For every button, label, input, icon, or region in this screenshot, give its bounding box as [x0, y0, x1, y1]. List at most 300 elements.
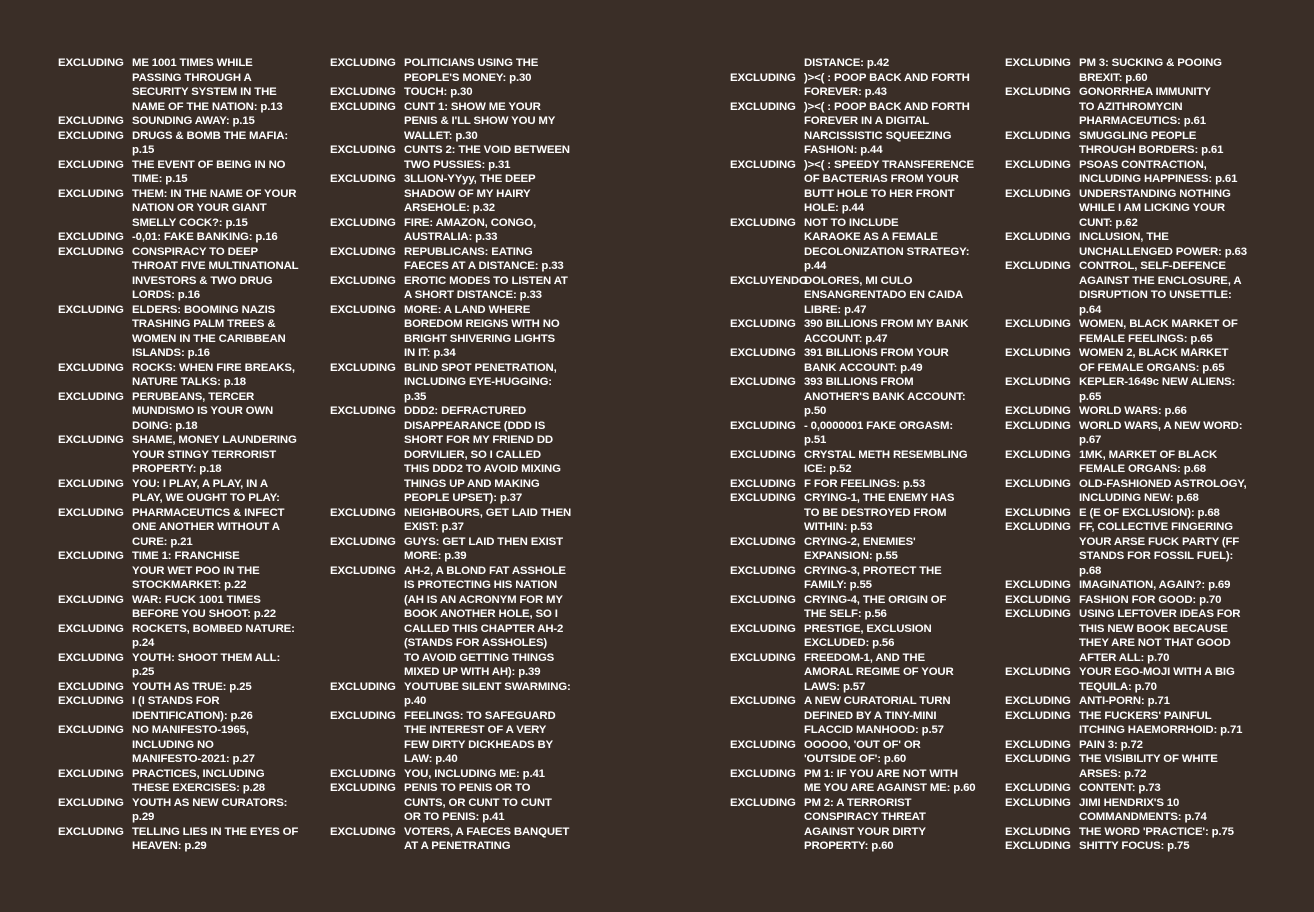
- toc-entry-prefix: EXCLUDING: [58, 825, 124, 838]
- toc-entry-prefix: EXCLUDING: [330, 506, 396, 519]
- toc-entry: [1005, 230, 1265, 259]
- toc-entry-line: p.64: [1079, 303, 1102, 316]
- toc-entry-title: [1079, 839, 1265, 854]
- toc-entry-prefix: EXCLUDING: [1005, 231, 1071, 243]
- toc-entry-line: p.65: [1079, 390, 1102, 403]
- toc-entry-title: [1079, 187, 1265, 231]
- toc-entry-line: ANTI-PORN: p.71: [1079, 695, 1170, 707]
- toc-entry-line: TIME 1: FRANCHISE: [132, 550, 240, 562]
- toc-entry: [1005, 781, 1265, 796]
- toc-entry-line: MORE: p.39: [404, 550, 467, 562]
- toc-entry-prefix: EXCLUDING: [330, 57, 396, 69]
- toc-entry: [1005, 158, 1265, 187]
- toc-entry-line: WITHIN: p.53: [804, 521, 873, 533]
- toc-entry: [58, 825, 318, 854]
- toc-entry-line: F FOR FEELINGS: p.53: [804, 477, 926, 490]
- toc-column-3: [730, 56, 990, 854]
- toc-entry-line: VOTERS, A FAECES BANQUET: [404, 825, 570, 838]
- toc-entry-line: 'OUTSIDE OF': p.60: [804, 753, 907, 765]
- toc-entry: [330, 564, 590, 680]
- toc-entry-line: PAIN 3: p.72: [1079, 738, 1143, 751]
- toc-entry-prefix: EXCLUDING: [730, 564, 796, 577]
- toc-entry-line: CRYING-2, ENEMIES': [804, 535, 916, 548]
- toc-entry-prefix: EXCLUDING: [58, 593, 124, 606]
- toc-entry-prefix: EXCLUDING: [330, 405, 396, 417]
- toc-entry-title: [804, 56, 990, 71]
- toc-entry: [330, 781, 590, 825]
- toc-entry-line: FEELINGS: TO SAFEGUARD: [404, 709, 556, 722]
- toc-entry-prefix: EXCLUDING: [58, 680, 124, 693]
- toc-entry-prefix: EXCLUDING: [730, 318, 796, 330]
- toc-entry-prefix: EXCLUDING: [1005, 506, 1071, 519]
- toc-entry-line: OR TO PENIS: p.41: [404, 811, 505, 823]
- toc-entry-line: THROUGH BORDERS: p.61: [1079, 144, 1224, 156]
- toc-entry-title: [1079, 607, 1265, 665]
- toc-entry-line: TIME: p.15: [132, 173, 188, 185]
- toc-entry-prefix: EXCLUDING: [730, 738, 796, 751]
- toc-entry-line: MIXED UP WITH AH): p.39: [404, 666, 541, 678]
- toc-entry: [58, 129, 318, 158]
- toc-entry-title: [132, 825, 318, 854]
- toc-entry-title: [804, 651, 990, 695]
- toc-entry-title: [132, 433, 318, 477]
- toc-entry-line: PRACTICES, INCLUDING: [132, 767, 265, 780]
- toc-entry-line: FLACCID MANHOOD: p.57: [804, 724, 944, 736]
- toc-entry-line: DISRUPTION TO UNSETTLE:: [1079, 289, 1232, 301]
- toc-entry: [730, 274, 990, 318]
- toc-entry: [730, 535, 990, 564]
- toc-entry-line: TEQUILA: p.70: [1079, 680, 1157, 693]
- toc-entry-title: [804, 767, 990, 796]
- toc-entry-prefix: EXCLUDING: [330, 535, 396, 548]
- toc-entry-line: DOING: p.18: [132, 419, 198, 432]
- toc-entry-line: KEPLER-1649c NEW ALIENS:: [1079, 376, 1236, 388]
- toc-entry: [1005, 187, 1265, 231]
- toc-entry-line: IN IT: p.34: [404, 347, 456, 359]
- toc-entry-line: FAECES AT A DISTANCE: p.33: [404, 260, 564, 272]
- toc-entry-prefix: EXCLUDING: [1005, 347, 1071, 359]
- toc-entry-line: PEOPLE'S MONEY: p.30: [404, 71, 532, 84]
- toc-entry-line: CONTROL, SELF-DEFENCE: [1079, 260, 1226, 272]
- toc-entry-line: DECOLONIZATION STRATEGY:: [804, 245, 970, 258]
- toc-entry-prefix: EXCLUDING: [1005, 608, 1071, 620]
- toc-entry-line: AH-2, A BLOND FAT ASSHOLE: [404, 564, 566, 577]
- toc-entry-line: DRUGS & BOMB THE MAFIA:: [132, 129, 289, 142]
- toc-entry-title: [132, 593, 318, 622]
- toc-entry: [730, 477, 990, 492]
- toc-entry-title: [1079, 520, 1265, 578]
- toc-entry-line: ACCOUNT: p.47: [804, 332, 888, 345]
- toc-entry-title: [1079, 665, 1265, 694]
- toc-entry-line: THE FUCKERS' PAINFUL: [1079, 709, 1212, 722]
- toc-entry-title: [132, 651, 318, 680]
- toc-entry-prefix: EXCLUDING: [1005, 57, 1071, 69]
- toc-entry-title: [1079, 578, 1265, 593]
- toc-entry-line: IMAGINATION, AGAIN?: p.69: [1079, 579, 1231, 591]
- toc-entry: [730, 796, 990, 854]
- toc-entry-line: ITCHING HAEMORRHOID: p.71: [1079, 724, 1243, 736]
- toc-entry-line: SMELLY COCK?: p.15: [132, 216, 248, 229]
- toc-entry-title: [1079, 404, 1265, 419]
- toc-entry-line: p.29: [132, 811, 155, 823]
- toc-entry-line: ROCKS: WHEN FIRE BREAKS,: [132, 361, 295, 374]
- toc-entry-prefix: EXCLUDING: [58, 158, 124, 171]
- toc-entry-title: [404, 85, 590, 100]
- toc-entry-line: PHARMACEUTICS: p.61: [1079, 115, 1206, 127]
- toc-entry-line: A NEW CURATORIAL TURN: [804, 695, 951, 707]
- toc-entry: [330, 216, 590, 245]
- toc-entry-line: BEFORE YOU SHOOT: p.22: [132, 608, 276, 620]
- toc-entry-line: FREEDOM-1, AND THE: [804, 651, 925, 664]
- toc-entry-line: EXCLUDED: p.56: [804, 637, 895, 649]
- toc-entry: [730, 419, 990, 448]
- toc-entry-line: NATION OR YOUR GIANT: [132, 202, 267, 214]
- toc-entry-title: [132, 477, 318, 506]
- toc-entry-prefix: EXCLUDING: [58, 390, 124, 403]
- toc-entry-line: BUTT HOLE TO HER FRONT: [804, 187, 955, 200]
- toc-entry-title: [1079, 738, 1265, 753]
- toc-entry-prefix: EXCLUDING: [58, 361, 124, 374]
- toc-entry: [730, 317, 990, 346]
- toc-entry-line: NAME OF THE NATION: p.13: [132, 100, 283, 113]
- toc-entry: [1005, 419, 1265, 448]
- toc-entry-prefix: EXCLUDING: [1005, 448, 1071, 461]
- toc-entry-prefix: EXCLUDING: [1005, 593, 1071, 606]
- toc-entry: [330, 825, 590, 854]
- toc-entry-title: [804, 448, 990, 477]
- toc-column-1: [58, 56, 318, 854]
- toc-entry-line: NATURE TALKS: p.18: [132, 376, 246, 388]
- toc-entry-line: AGAINST THE ENCLOSURE, A: [1079, 274, 1242, 287]
- toc-entry-line: YOUR WET POO IN THE: [132, 564, 260, 577]
- toc-entry: [1005, 825, 1265, 840]
- toc-entry: [330, 85, 590, 100]
- toc-entry-title: [1079, 709, 1265, 738]
- toc-entry-line: p.15: [132, 144, 155, 156]
- toc-entry-title: [1079, 56, 1265, 85]
- toc-entry-prefix: EXCLUDING: [58, 115, 124, 127]
- toc-entry-title: [404, 781, 590, 825]
- toc-entry-prefix: EXCLUDING: [58, 434, 124, 446]
- toc-entry-line: YOUTH: SHOOT THEM ALL:: [132, 651, 281, 664]
- toc-entry-line: YOUR ARSE FUCK PARTY (FF: [1079, 535, 1240, 548]
- toc-entry: [330, 143, 590, 172]
- toc-entry-line: NO MANIFESTO-1965,: [132, 724, 249, 736]
- toc-entry: [1005, 404, 1265, 419]
- toc-entry-line: THE SELF: p.56: [804, 608, 887, 620]
- toc-entry-line: FASHION: p.44: [804, 144, 883, 156]
- toc-entry-line: 1MK, MARKET OF BLACK: [1079, 448, 1218, 461]
- toc-entry-line: PM 1: IF YOU ARE NOT WITH: [804, 767, 958, 780]
- toc-entry-line: PM 3: SUCKING & POOING: [1079, 57, 1222, 69]
- toc-entry-line: INVESTORS & TWO DRUG: [132, 274, 273, 287]
- toc-entry-line: ARSES: p.72: [1079, 767, 1147, 780]
- toc-entry-title: [804, 419, 990, 448]
- toc-entry-title: [132, 390, 318, 434]
- toc-entry: [330, 172, 590, 216]
- toc-entry-line: LIBRE: p.47: [804, 303, 867, 316]
- toc-entry-title: [804, 564, 990, 593]
- toc-entry-prefix: EXCLUDING: [58, 796, 124, 809]
- toc-entry-line: UNDERSTANDING NOTHING: [1079, 187, 1231, 200]
- toc-entry: [730, 738, 990, 767]
- toc-entry-prefix: EXCLUDING: [58, 550, 124, 562]
- toc-entry-line: AT A PENETRATING: [404, 840, 511, 852]
- toc-entry: [1005, 259, 1265, 317]
- toc-entry-prefix: EXCLUDING: [1005, 825, 1071, 838]
- toc-entry-line: 391 BILLIONS FROM YOUR: [804, 347, 949, 359]
- toc-entry: [330, 100, 590, 144]
- toc-entry-line: HOLE: p.44: [804, 202, 864, 214]
- toc-entry-title: [804, 100, 990, 158]
- toc-column-2: [330, 56, 590, 854]
- toc-entry-prefix: EXCLUDING: [58, 622, 124, 635]
- toc-entry-title: [132, 245, 318, 303]
- toc-entry-prefix: EXCLUDING: [58, 651, 124, 664]
- toc-entry: [1005, 346, 1265, 375]
- toc-entry: [1005, 593, 1265, 608]
- toc-entry-title: [132, 506, 318, 550]
- toc-entry-title: [404, 56, 590, 85]
- toc-entry-line: FASHION FOR GOOD: p.70: [1079, 593, 1222, 606]
- toc-entry-line: THEM: IN THE NAME OF YOUR: [132, 187, 297, 200]
- toc-entry-line: ENSANGRENTADO EN CAIDA: [804, 289, 964, 301]
- toc-entry-line: STANDS FOR FOSSIL FUEL):: [1079, 550, 1234, 562]
- toc-entry: [330, 303, 590, 361]
- toc-entry-line: PENIS & I'LL SHOW YOU MY: [404, 115, 556, 127]
- toc-entry-line: SHAME, MONEY LAUNDERING: [132, 434, 297, 446]
- toc-entry: [730, 622, 990, 651]
- toc-entry-title: [132, 361, 318, 390]
- toc-entry-prefix: EXCLUDING: [330, 144, 396, 156]
- toc-entry-prefix: EXCLUDING: [1005, 260, 1071, 272]
- toc-entry-line: FEMALE ORGANS: p.68: [1079, 463, 1206, 475]
- toc-entry-title: [1079, 346, 1265, 375]
- toc-entry-prefix: EXCLUDING: [330, 825, 396, 838]
- toc-entry-prefix: EXCLUDING: [58, 57, 124, 69]
- toc-entry-line: LAWS: p.57: [804, 680, 866, 693]
- toc-entry-line: ANOTHER'S BANK ACCOUNT:: [804, 390, 966, 403]
- toc-entry-line: PASSING THROUGH A: [132, 71, 252, 84]
- toc-entry-line: I (I STANDS FOR: [132, 695, 220, 707]
- toc-entry: [1005, 506, 1265, 521]
- toc-entry-line: p.44: [804, 260, 827, 272]
- toc-entry-line: STOCKMARKET: p.22: [132, 579, 247, 591]
- toc-entry: [730, 158, 990, 216]
- toc-entry-line: BREXIT: p.60: [1079, 71, 1148, 84]
- toc-entry-line: THESE EXERCISES: p.28: [132, 782, 265, 794]
- toc-entry-line: TRASHING PALM TREES &: [132, 318, 276, 330]
- toc-entry-title: [404, 216, 590, 245]
- toc-entry: [1005, 709, 1265, 738]
- toc-entry-line: DISAPPEARANCE (DDD IS: [404, 419, 546, 432]
- toc-entry-title: [804, 71, 990, 100]
- toc-entry-line: AUSTRALIA: p.33: [404, 231, 498, 243]
- toc-entry-line: YOUTUBE SILENT SWARMING:: [404, 680, 571, 693]
- toc-entry: [730, 694, 990, 738]
- toc-entry: [58, 477, 318, 506]
- toc-entry: [330, 767, 590, 782]
- toc-entry-title: [804, 375, 990, 419]
- toc-entry-prefix: EXCLUDING: [730, 448, 796, 461]
- toc-entry-title: [404, 361, 590, 405]
- toc-entry-line: 390 BILLIONS FROM MY BANK: [804, 318, 969, 330]
- toc-entry-line: TOUCH: p.30: [404, 86, 473, 98]
- toc-entry: [58, 767, 318, 796]
- toc-entry-prefix: EXCLUDING: [1005, 709, 1071, 722]
- toc-entry-title: [804, 317, 990, 346]
- toc-entry-prefix: EXCLUDING: [1005, 579, 1071, 591]
- toc-entry-line: ME 1001 TIMES WHILE: [132, 57, 253, 69]
- toc-entry-line: POLITICIANS USING THE: [404, 57, 539, 69]
- toc-entry: [1005, 85, 1265, 129]
- toc-entry: [1005, 477, 1265, 506]
- toc-entry-title: [132, 680, 318, 695]
- toc-entry-title: [1079, 259, 1265, 317]
- toc-entry-line: CURE: p.21: [132, 535, 193, 548]
- toc-entry-prefix: EXCLUDING: [1005, 840, 1071, 852]
- toc-entry-title: [132, 723, 318, 767]
- toc-entry-line: INCLUDING NO: [132, 738, 214, 751]
- toc-entry-prefix: EXCLUDING: [730, 622, 796, 635]
- toc-entry-prefix: EXCLUDING: [330, 709, 396, 722]
- toc-entry: [1005, 448, 1265, 477]
- toc-entry-prefix: EXCLUDING: [730, 695, 796, 707]
- toc-entry-prefix: EXCLUDING: [1005, 695, 1071, 707]
- toc-entry-title: [804, 346, 990, 375]
- toc-entry-title: [804, 535, 990, 564]
- toc-entry-line: TELLING LIES IN THE EYES OF: [132, 825, 299, 838]
- toc-entry-line: PROPERTY: p.60: [804, 840, 894, 852]
- toc-entry-title: [804, 796, 990, 854]
- toc-entry: [58, 622, 318, 651]
- toc-entry-line: PEOPLE UPSET): p.37: [404, 492, 523, 504]
- toc-entry-line: p.25: [132, 666, 155, 678]
- toc-entry-title: [404, 404, 590, 506]
- toc-entry: [330, 709, 590, 767]
- toc-entry-line: INCLUDING HAPPINESS: p.61: [1079, 173, 1238, 185]
- toc-entry-line: PROPERTY: p.18: [132, 463, 222, 475]
- toc-entry: [730, 448, 990, 477]
- toc-entry: [730, 491, 990, 535]
- toc-entry: [730, 651, 990, 695]
- toc-entry-prefix: EXCLUDING: [1005, 521, 1071, 533]
- toc-entry-line: PSOAS CONTRACTION,: [1079, 158, 1207, 171]
- toc-entry-line: BANK ACCOUNT: p.49: [804, 361, 923, 374]
- toc-entry-title: [132, 549, 318, 593]
- toc-entry-line: FF, COLLECTIVE FINGERING: [1079, 521, 1233, 533]
- toc-entry-line: )><( : SPEEDY TRANSFERENCE: [804, 158, 974, 171]
- toc-entry-line: (AH IS AN ACRONYM FOR MY: [404, 593, 563, 606]
- toc-entry-prefix: EXCLUDING: [58, 724, 124, 736]
- toc-entry-prefix: EXCLUDING: [1005, 477, 1071, 490]
- toc-entry-title: [404, 680, 590, 709]
- toc-entry: [1005, 375, 1265, 404]
- toc-entry-line: FAMILY: p.55: [804, 579, 872, 591]
- toc-entry-prefix: EXCLUDING: [58, 303, 124, 316]
- toc-entry-prefix: EXCLUDING: [1005, 666, 1071, 678]
- toc-entry-line: CRYING-1, THE ENEMY HAS: [804, 492, 955, 504]
- toc-entry: [58, 230, 318, 245]
- toc-entry-title: [132, 303, 318, 361]
- toc-entry-line: TO AZITHROMYCIN: [1079, 100, 1183, 113]
- toc-entry-line: -0,01: FAKE BANKING: p.16: [132, 231, 278, 243]
- toc-entry: [730, 593, 990, 622]
- toc-entry-line: NARCISSISTIC SQUEEZING: [804, 129, 952, 142]
- toc-entry-title: [404, 303, 590, 361]
- toc-entry-line: YOU: I PLAY, A PLAY, IN A: [132, 477, 268, 490]
- toc-entry-line: CONTENT: p.73: [1079, 782, 1161, 794]
- toc-entry-line: EROTIC MODES TO LISTEN AT: [404, 274, 568, 287]
- toc-entry-title: [804, 491, 990, 535]
- toc-entry-title: [404, 535, 590, 564]
- toc-entry: [330, 274, 590, 303]
- toc-entry-line: FEMALE FEELINGS: p.65: [1079, 332, 1213, 345]
- toc-entry-title: [1079, 781, 1265, 796]
- toc-entry: [58, 593, 318, 622]
- toc-entry-title: [132, 767, 318, 796]
- toc-entry-line: p.24: [132, 637, 155, 649]
- toc-entry: [58, 361, 318, 390]
- toc-entry-prefix: EXCLUDING: [730, 347, 796, 359]
- toc-entry-prefix: EXCLUDING: [730, 535, 796, 548]
- toc-entry-line: KARAOKE AS A FEMALE: [804, 231, 938, 243]
- toc-entry-line: CUNT: p.62: [1079, 216, 1138, 229]
- toc-entry-line: NEIGHBOURS, GET LAID THEN: [404, 506, 572, 519]
- toc-entry-line: INCLUSION, THE: [1079, 231, 1169, 243]
- toc-entry-title: [804, 158, 990, 216]
- toc-entry-line: TWO PUSSIES: p.31: [404, 158, 511, 171]
- toc-entry-line: SHORT FOR MY FRIEND DD: [404, 434, 553, 446]
- toc-entry-title: [1079, 129, 1265, 158]
- toc-entry: [58, 56, 318, 114]
- toc-entry-line: AMORAL REGIME OF YOUR: [804, 666, 954, 678]
- toc-entry-line: ICE: p.52: [804, 463, 852, 475]
- toc-entry-line: p.50: [804, 405, 827, 417]
- toc-entry: [58, 390, 318, 434]
- toc-entry-prefix: EXCLUDING: [1005, 376, 1071, 388]
- toc-entry-line: REPUBLICANS: EATING: [404, 245, 533, 258]
- toc-entry-line: AGAINST YOUR DIRTY: [804, 825, 926, 838]
- toc-entry-prefix: EXCLUDING: [1005, 158, 1071, 171]
- toc-entry-line: ME YOU ARE AGAINST ME: p.60: [804, 782, 976, 794]
- toc-entry-prefix: EXCLUDING: [730, 477, 796, 490]
- toc-entry-line: 393 BILLIONS FROM: [804, 376, 914, 388]
- toc-entry: [1005, 578, 1265, 593]
- toc-entry-line: FEW DIRTY DICKHEADS BY: [404, 738, 554, 751]
- toc-entry-line: BLIND SPOT PENETRATION,: [404, 361, 557, 374]
- toc-entry-title: [1079, 375, 1265, 404]
- toc-entry-prefix: EXCLUDING: [730, 651, 796, 664]
- toc-entry: [1005, 317, 1265, 346]
- toc-entry: [1005, 694, 1265, 709]
- toc-entry-line: )><( : POOP BACK AND FORTH: [804, 71, 970, 84]
- toc-entry-line: CRYING-3, PROTECT THE: [804, 564, 942, 577]
- toc-entry-line: TO AVOID GETTING THINGS: [404, 651, 555, 664]
- toc-entry: [730, 100, 990, 158]
- toc-entry-title: [404, 506, 590, 535]
- toc-entry-prefix: EXCLUDING: [330, 173, 396, 185]
- toc-entry-prefix: EXCLUDING: [730, 100, 796, 113]
- toc-entry-prefix: EXCLUDING: [330, 782, 396, 794]
- toc-entry-line: 3LLION-YYyy, THE DEEP: [404, 173, 536, 185]
- toc-entry-line: BRIGHT SHIVERING LIGHTS: [404, 332, 555, 345]
- toc-entry-prefix: EXCLUDING: [58, 245, 124, 258]
- toc-entry-line: WOMEN 2, BLACK MARKET: [1079, 347, 1229, 359]
- toc-entry-title: [1079, 419, 1265, 448]
- toc-entry-line: SHITTY FOCUS: p.75: [1079, 840, 1190, 852]
- toc-entry-line: YOUR EGO-MOJI WITH A BIG: [1079, 666, 1235, 678]
